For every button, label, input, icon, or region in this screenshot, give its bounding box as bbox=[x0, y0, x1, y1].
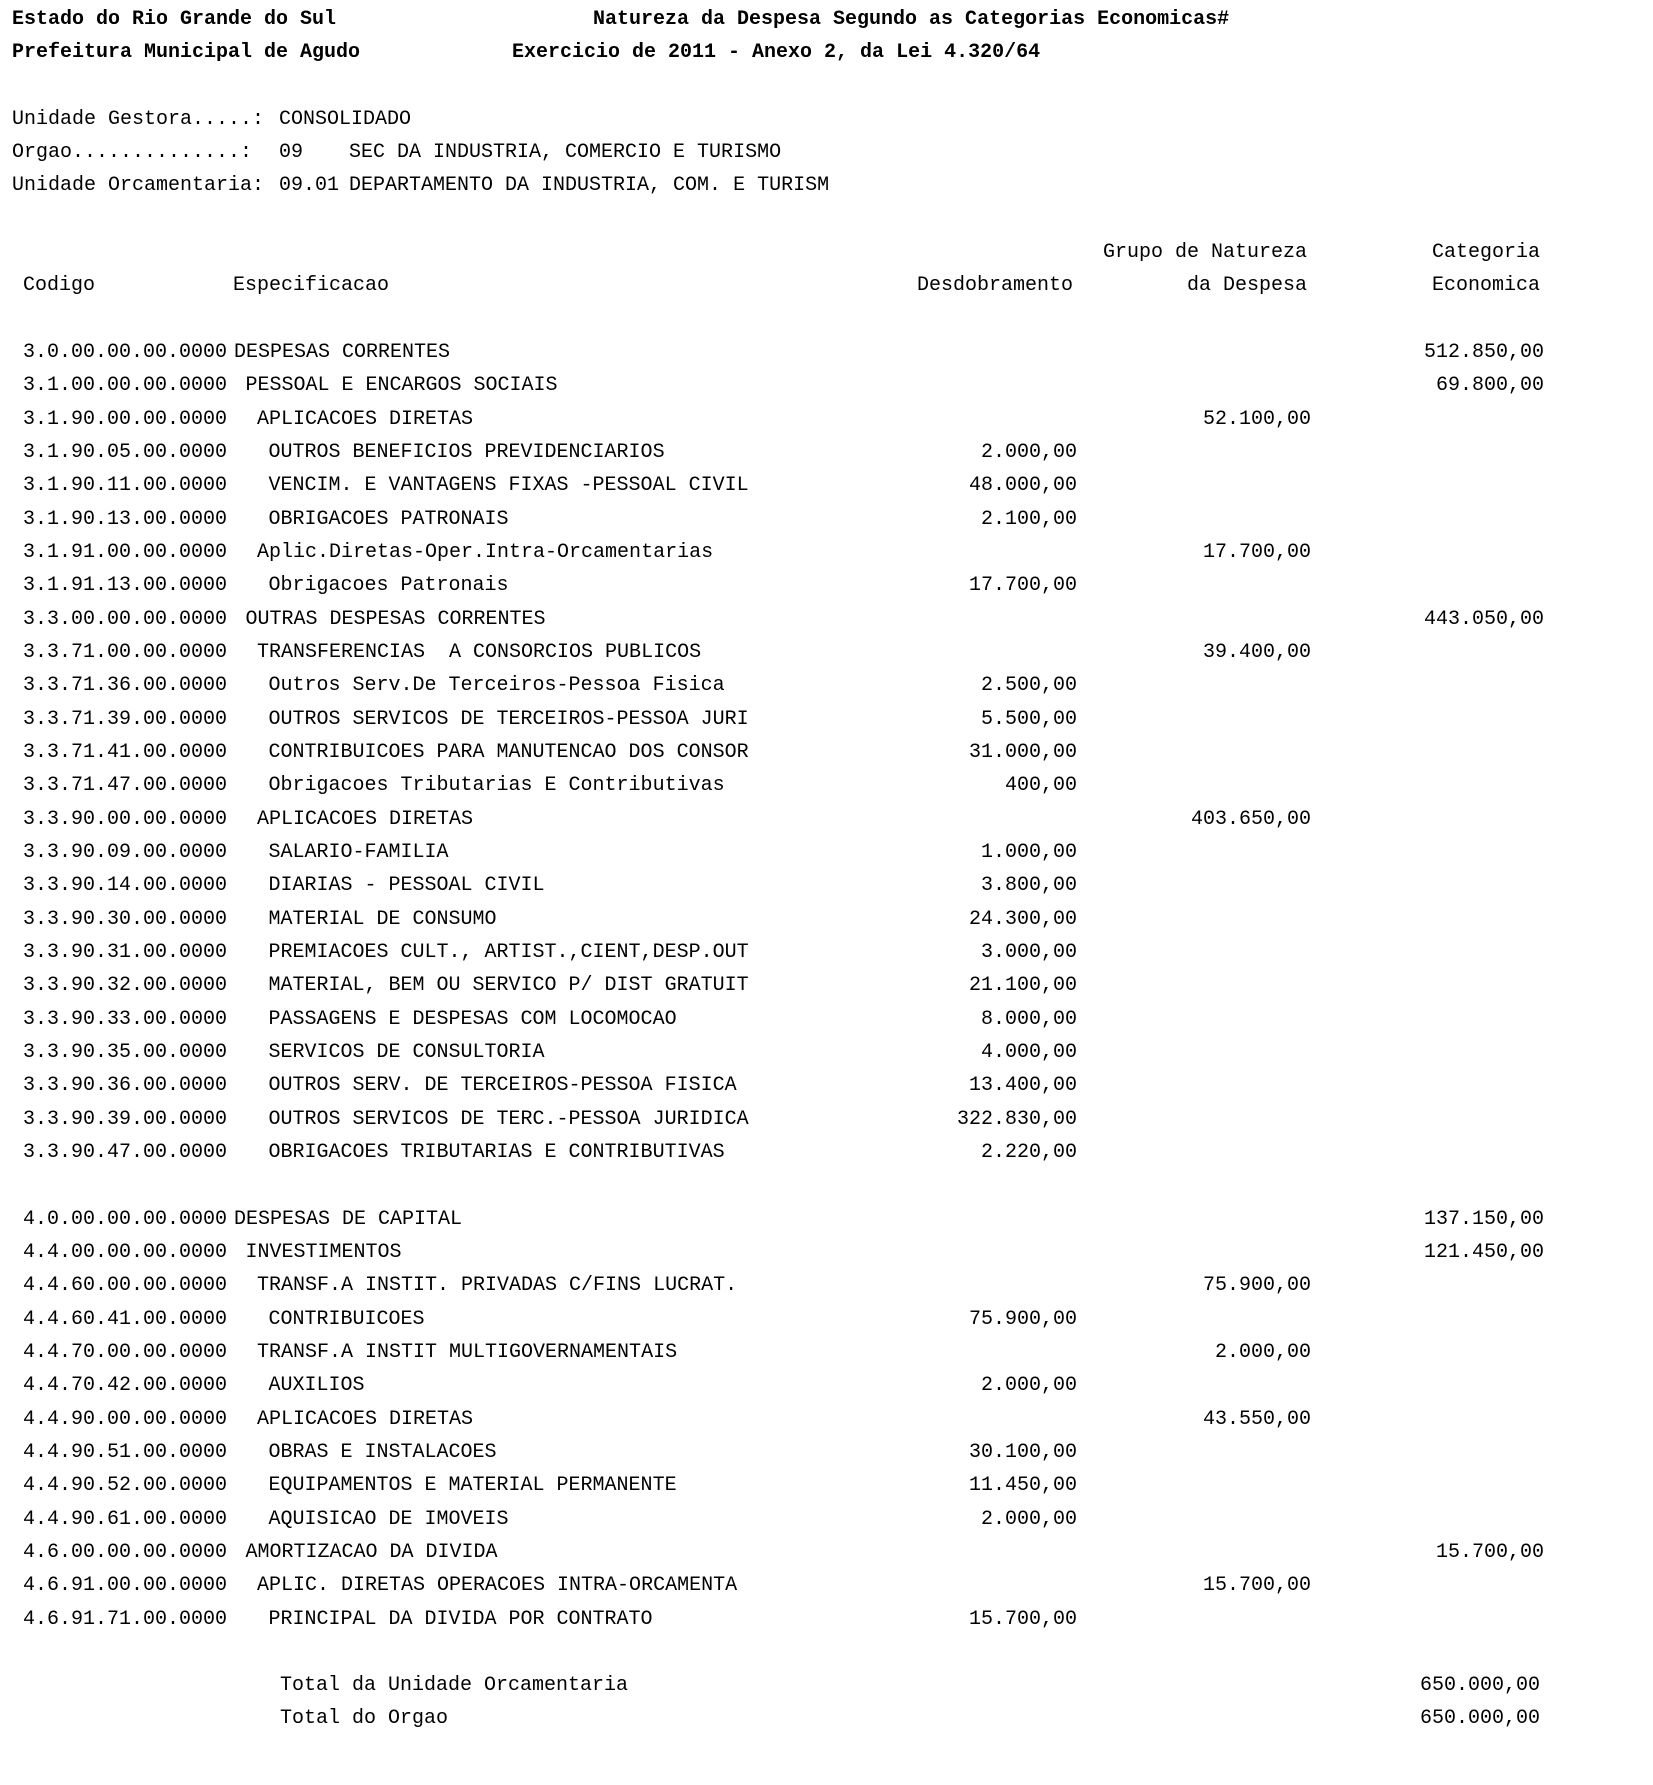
table-row bbox=[0, 1406, 1653, 1434]
row-code: 3.3.71.00.00.0000 bbox=[23, 640, 228, 664]
col-codigo-header: Codigo bbox=[23, 274, 96, 297]
row-grupo-natureza: 52.100,00 bbox=[1202, 407, 1311, 431]
table-row bbox=[0, 1072, 1653, 1100]
orgao-name: SEC DA INDUSTRIA, COMERCIO E TURISMO bbox=[349, 141, 782, 164]
row-desdobramento: 24.300,00 bbox=[968, 907, 1077, 931]
table-row bbox=[0, 872, 1653, 900]
row-code: 3.1.91.13.00.0000 bbox=[23, 574, 228, 598]
table-row bbox=[0, 372, 1653, 400]
row-especificacao: EQUIPAMENTOS E MATERIAL PERMANENTE bbox=[268, 1474, 677, 1498]
table-row bbox=[0, 1439, 1653, 1467]
row-especificacao: MATERIAL, BEM OU SERVICO P/ DIST GRATUIT bbox=[268, 974, 749, 998]
row-especificacao: OBRAS E INSTALACOES bbox=[268, 1440, 497, 1464]
row-code: 3.1.90.00.00.0000 bbox=[23, 407, 228, 431]
row-desdobramento: 13.400,00 bbox=[968, 1074, 1077, 1098]
row-especificacao: OUTROS BENEFICIOS PREVIDENCIARIOS bbox=[268, 440, 665, 464]
row-especificacao: OUTROS SERVICOS DE TERCEIROS-PESSOA JURI bbox=[268, 707, 749, 731]
row-categoria-economica: 137.150,00 bbox=[1423, 1207, 1544, 1231]
unidade-orcamentaria-code: 09.01 bbox=[279, 174, 340, 197]
row-code: 4.4.60.41.00.0000 bbox=[23, 1307, 228, 1331]
row-grupo-natureza: 403.650,00 bbox=[1190, 807, 1311, 831]
row-desdobramento: 4.000,00 bbox=[980, 1040, 1077, 1064]
row-code: 4.6.91.71.00.0000 bbox=[23, 1607, 228, 1631]
row-especificacao: OUTROS SERV. DE TERCEIROS-PESSOA FISICA bbox=[268, 1074, 737, 1098]
row-code: 3.3.90.09.00.0000 bbox=[23, 840, 228, 864]
table-row bbox=[0, 1139, 1653, 1167]
row-desdobramento: 2.100,00 bbox=[980, 507, 1077, 531]
table-row bbox=[0, 1472, 1653, 1500]
row-code: 4.4.90.61.00.0000 bbox=[23, 1507, 228, 1531]
row-code: 4.4.90.51.00.0000 bbox=[23, 1440, 228, 1464]
row-code: 3.3.71.47.00.0000 bbox=[23, 774, 228, 798]
row-desdobramento: 30.100,00 bbox=[968, 1440, 1077, 1464]
row-especificacao: AUXILIOS bbox=[268, 1374, 365, 1398]
row-desdobramento: 2.500,00 bbox=[980, 674, 1077, 698]
row-desdobramento: 11.450,00 bbox=[968, 1474, 1077, 1498]
municipality-name: Prefeitura Municipal de Agudo bbox=[12, 41, 361, 64]
table-row bbox=[0, 1606, 1653, 1634]
row-desdobramento: 3.800,00 bbox=[980, 874, 1077, 898]
row-categoria-economica: 512.850,00 bbox=[1423, 341, 1544, 364]
row-desdobramento: 48.000,00 bbox=[968, 474, 1077, 498]
row-code: 3.3.90.31.00.0000 bbox=[23, 940, 228, 964]
row-code: 3.3.90.35.00.0000 bbox=[23, 1040, 228, 1064]
row-desdobramento: 2.000,00 bbox=[980, 1374, 1077, 1398]
row-desdobramento: 1.000,00 bbox=[980, 840, 1077, 864]
table-row bbox=[0, 1039, 1653, 1067]
row-code: 3.3.90.32.00.0000 bbox=[23, 974, 228, 998]
row-especificacao: DESPESAS DE CAPITAL bbox=[234, 1207, 463, 1231]
row-code: 3.3.71.39.00.0000 bbox=[23, 707, 228, 731]
row-especificacao: Outros Serv.De Terceiros-Pessoa Fisica bbox=[268, 674, 725, 698]
row-especificacao: Obrigacoes Patronais bbox=[268, 574, 509, 598]
table-row bbox=[0, 939, 1653, 967]
row-code: 3.1.91.00.00.0000 bbox=[23, 540, 228, 564]
row-code: 3.3.90.30.00.0000 bbox=[23, 907, 228, 931]
row-desdobramento: 2.000,00 bbox=[980, 440, 1077, 464]
row-grupo-natureza: 39.400,00 bbox=[1202, 640, 1311, 664]
row-especificacao: AQUISICAO DE IMOVEIS bbox=[268, 1507, 509, 1531]
table-row bbox=[0, 806, 1653, 834]
row-code: 3.3.90.36.00.0000 bbox=[23, 1074, 228, 1098]
col-grupo-header-line2: da Despesa bbox=[1186, 274, 1307, 297]
row-desdobramento: 15.700,00 bbox=[968, 1607, 1077, 1631]
row-desdobramento: 75.900,00 bbox=[968, 1307, 1077, 1331]
row-code: 4.4.90.00.00.0000 bbox=[23, 1407, 228, 1431]
row-grupo-natureza: 17.700,00 bbox=[1202, 540, 1311, 564]
row-code: 3.1.00.00.00.0000 bbox=[23, 374, 228, 398]
unidade-gestora-value: CONSOLIDADO bbox=[279, 108, 412, 131]
table-row bbox=[0, 1372, 1653, 1400]
row-code: 4.4.70.42.00.0000 bbox=[23, 1374, 228, 1398]
table-row bbox=[0, 472, 1653, 500]
row-desdobramento: 21.100,00 bbox=[968, 974, 1077, 998]
row-especificacao: PESSOAL E ENCARGOS SOCIAIS bbox=[245, 374, 558, 398]
row-especificacao: CONTRIBUICOES bbox=[268, 1307, 425, 1331]
table-row bbox=[0, 706, 1653, 734]
row-code: 4.0.00.00.00.0000 bbox=[23, 1207, 228, 1231]
table-row bbox=[0, 1539, 1653, 1567]
state-name: Estado do Rio Grande do Sul bbox=[12, 8, 337, 31]
row-code: 4.4.70.00.00.0000 bbox=[23, 1340, 228, 1364]
row-especificacao: INVESTIMENTOS bbox=[245, 1240, 402, 1264]
row-especificacao: PASSAGENS E DESPESAS COM LOCOMOCAO bbox=[268, 1007, 677, 1031]
orgao-label: Orgao..............: bbox=[12, 141, 253, 164]
report-title: Natureza da Despesa Segundo as Categorias Economicas# bbox=[593, 8, 1230, 31]
row-especificacao: OUTRAS DESPESAS CORRENTES bbox=[245, 607, 546, 631]
table-row bbox=[0, 972, 1653, 1000]
row-categoria-economica: 69.800,00 bbox=[1435, 374, 1544, 398]
table-row bbox=[0, 1506, 1653, 1534]
row-desdobramento: 5.500,00 bbox=[980, 707, 1077, 731]
row-especificacao: DESPESAS CORRENTES bbox=[234, 341, 451, 364]
row-desdobramento: 31.000,00 bbox=[968, 740, 1077, 764]
row-especificacao: MATERIAL DE CONSUMO bbox=[268, 907, 497, 931]
table-row bbox=[0, 672, 1653, 700]
col-categoria-header-line1: Categoria bbox=[1431, 241, 1540, 264]
table-row bbox=[0, 539, 1653, 567]
row-code: 4.6.00.00.00.0000 bbox=[23, 1540, 228, 1564]
unidade-gestora-label: Unidade Gestora.....: bbox=[12, 108, 265, 131]
col-categoria-header-line2: Economica bbox=[1431, 274, 1540, 297]
row-especificacao: APLICACOES DIRETAS bbox=[257, 407, 474, 431]
table-row bbox=[0, 1306, 1653, 1334]
col-desdobramento-header: Desdobramento bbox=[916, 274, 1073, 297]
row-code: 3.1.90.05.00.0000 bbox=[23, 440, 228, 464]
row-code: 3.3.90.00.00.0000 bbox=[23, 807, 228, 831]
table-row bbox=[0, 339, 1653, 367]
table-row bbox=[0, 1572, 1653, 1600]
row-code: 3.3.90.33.00.0000 bbox=[23, 1007, 228, 1031]
total-unidade-value: 650.000,00 bbox=[1419, 1674, 1540, 1697]
row-code: 4.4.00.00.00.0000 bbox=[23, 1240, 228, 1264]
row-desdobramento: 8.000,00 bbox=[980, 1007, 1077, 1031]
row-especificacao: TRANSF.A INSTIT. PRIVADAS C/FINS LUCRAT. bbox=[257, 1274, 738, 1298]
row-desdobramento: 400,00 bbox=[1004, 774, 1077, 798]
row-especificacao: PRINCIPAL DA DIVIDA POR CONTRATO bbox=[268, 1607, 653, 1631]
table-row bbox=[0, 739, 1653, 767]
table-row bbox=[0, 772, 1653, 800]
row-especificacao: Aplic.Diretas-Oper.Intra-Orcamentarias bbox=[257, 540, 714, 564]
total-orgao-value: 650.000,00 bbox=[1419, 1707, 1540, 1730]
row-especificacao: PREMIACOES CULT., ARTIST.,CIENT,DESP.OUT bbox=[268, 940, 749, 964]
table-row bbox=[0, 406, 1653, 434]
row-desdobramento: 17.700,00 bbox=[968, 574, 1077, 598]
table-row bbox=[0, 1239, 1653, 1267]
row-categoria-economica: 121.450,00 bbox=[1423, 1240, 1544, 1264]
row-grupo-natureza: 15.700,00 bbox=[1202, 1574, 1311, 1598]
col-especificacao-header: Especificacao bbox=[233, 274, 390, 297]
row-especificacao: CONTRIBUICOES PARA MANUTENCAO DOS CONSOR bbox=[268, 740, 749, 764]
row-code: 3.3.71.36.00.0000 bbox=[23, 674, 228, 698]
row-especificacao: OBRIGACOES TRIBUTARIAS E CONTRIBUTIVAS bbox=[268, 1140, 725, 1164]
row-especificacao: OBRIGACOES PATRONAIS bbox=[268, 507, 509, 531]
row-code: 3.3.90.39.00.0000 bbox=[23, 1107, 228, 1131]
row-especificacao: APLICACOES DIRETAS bbox=[257, 807, 474, 831]
table-row bbox=[0, 839, 1653, 867]
row-code: 3.3.90.47.00.0000 bbox=[23, 1140, 228, 1164]
table-row bbox=[0, 906, 1653, 934]
unidade-orcamentaria-label: Unidade Orcamentaria: bbox=[12, 174, 265, 197]
table-row bbox=[0, 606, 1653, 634]
row-code: 4.6.91.00.00.0000 bbox=[23, 1574, 228, 1598]
table-row bbox=[0, 572, 1653, 600]
row-code: 3.1.90.13.00.0000 bbox=[23, 507, 228, 531]
table-row bbox=[0, 1272, 1653, 1300]
row-desdobramento: 2.220,00 bbox=[980, 1140, 1077, 1164]
row-especificacao: TRANSFERENCIAS A CONSORCIOS PUBLICOS bbox=[257, 640, 702, 664]
row-especificacao: SALARIO-FAMILIA bbox=[268, 840, 449, 864]
table-row bbox=[0, 639, 1653, 667]
row-code: 3.3.71.41.00.0000 bbox=[23, 740, 228, 764]
row-code: 3.1.90.11.00.0000 bbox=[23, 474, 228, 498]
table-row bbox=[0, 1339, 1653, 1367]
blank-row bbox=[0, 1172, 1653, 1200]
row-grupo-natureza: 75.900,00 bbox=[1202, 1274, 1311, 1298]
orgao-code: 09 bbox=[279, 141, 304, 164]
row-grupo-natureza: 2.000,00 bbox=[1214, 1340, 1311, 1364]
unidade-orcamentaria-name: DEPARTAMENTO DA INDUSTRIA, COM. E TURISM bbox=[349, 174, 830, 197]
row-especificacao: TRANSF.A INSTIT MULTIGOVERNAMENTAIS bbox=[257, 1340, 678, 1364]
row-especificacao: APLIC. DIRETAS OPERACOES INTRA-ORCAMENTA bbox=[257, 1574, 738, 1598]
row-desdobramento: 2.000,00 bbox=[980, 1507, 1077, 1531]
row-especificacao: SERVICOS DE CONSULTORIA bbox=[268, 1040, 545, 1064]
row-especificacao: DIARIAS - PESSOAL CIVIL bbox=[268, 874, 545, 898]
row-categoria-economica: 443.050,00 bbox=[1423, 607, 1544, 631]
col-grupo-header-line1: Grupo de Natureza bbox=[1102, 241, 1307, 264]
row-code: 4.4.60.00.00.0000 bbox=[23, 1274, 228, 1298]
total-orgao-label: Total do Orgao bbox=[280, 1707, 449, 1730]
table-row bbox=[0, 1106, 1653, 1134]
row-code: 3.3.00.00.00.0000 bbox=[23, 607, 228, 631]
table-row bbox=[0, 439, 1653, 467]
row-especificacao: APLICACOES DIRETAS bbox=[257, 1407, 474, 1431]
table-row bbox=[0, 1006, 1653, 1034]
row-code: 3.3.90.14.00.0000 bbox=[23, 874, 228, 898]
row-code: 4.4.90.52.00.0000 bbox=[23, 1474, 228, 1498]
row-especificacao: OUTROS SERVICOS DE TERC.-PESSOA JURIDICA bbox=[268, 1107, 749, 1131]
row-desdobramento: 3.000,00 bbox=[980, 940, 1077, 964]
table-row bbox=[0, 1206, 1653, 1234]
row-categoria-economica: 15.700,00 bbox=[1435, 1540, 1544, 1564]
row-grupo-natureza: 43.550,00 bbox=[1202, 1407, 1311, 1431]
row-especificacao: VENCIM. E VANTAGENS FIXAS -PESSOAL CIVIL bbox=[268, 474, 749, 498]
total-unidade-label: Total da Unidade Orcamentaria bbox=[280, 1674, 629, 1697]
row-code: 3.0.00.00.00.0000 bbox=[23, 341, 228, 364]
report-subtitle: Exercicio de 2011 - Anexo 2, da Lei 4.320/64 bbox=[512, 41, 1041, 64]
table-row bbox=[0, 506, 1653, 534]
row-especificacao: Obrigacoes Tributarias E Contributivas bbox=[268, 774, 725, 798]
row-desdobramento: 322.830,00 bbox=[956, 1107, 1077, 1131]
row-especificacao: AMORTIZACAO DA DIVIDA bbox=[245, 1540, 498, 1564]
